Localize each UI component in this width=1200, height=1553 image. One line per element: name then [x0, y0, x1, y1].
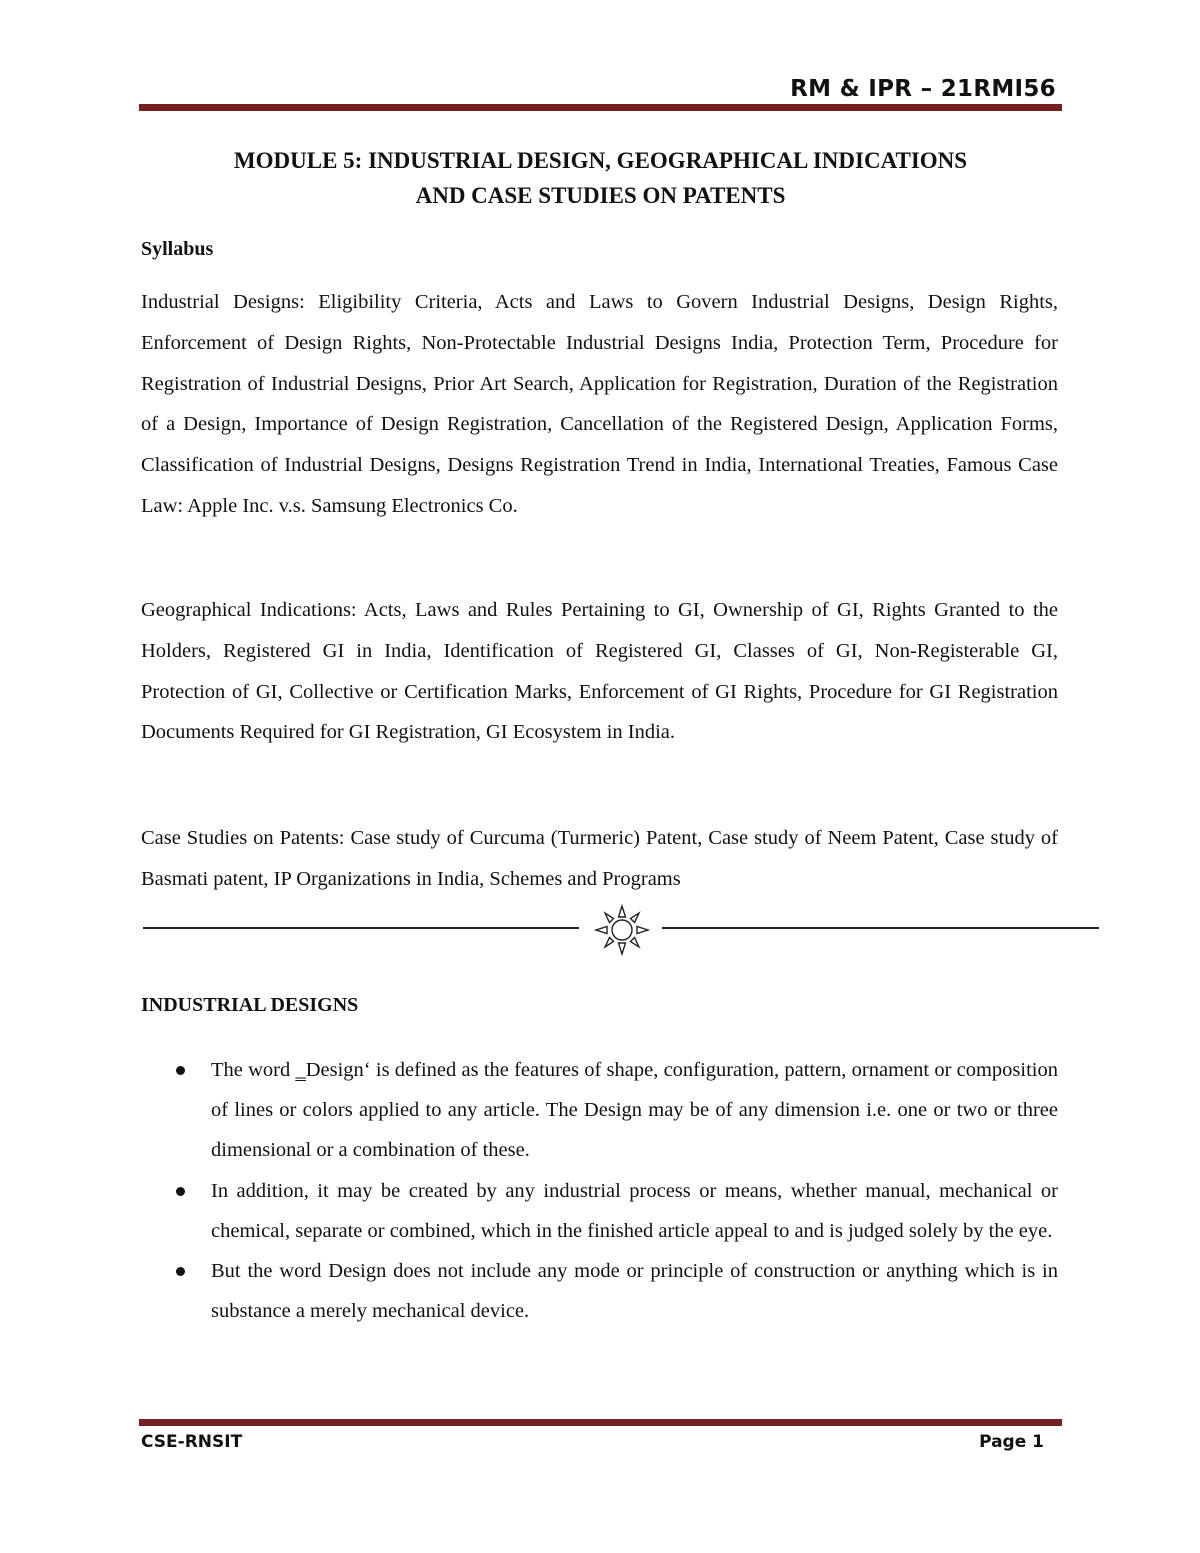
- industrial-designs-list: [141, 1050, 1058, 1331]
- list-item: [141, 1251, 1058, 1331]
- syllabus-industrial-designs: Industrial Designs: Eligibility Criteria, Acts and Laws to Govern Industrial Designs, Design Rights, Enforcement of Design Rights, Non-Protectable Industrial Designs India, Protection Term, Procedure for Registration of Industrial Designs, Prior Art Search, Application for Registration, Duration of the Registration of a Design, Importance of Design Registration, Cancellation of the Registered Design, Application Forms, Classification of Industrial Designs, Designs Registration Trend in India, International Treaties, Famous Case Law: Apple Inc. v.s. Samsung Electronics Co.: [141, 291, 1058, 517]
- list-item-text: In addition, it may be created by any industrial process or means, whether manual, mechanical or chemical, separate or combined, which in the finished article appeal to and is judged solely by the eye.: [211, 1179, 1058, 1242]
- section-divider: [143, 904, 1099, 960]
- footer-rule: [139, 1419, 1062, 1426]
- syllabus-geographical-indications: Geographical Indications: Acts, Laws and Rules Pertaining to GI, Ownership of GI, Rights Granted to the Holders, Registered GI in India, Identification of Registered GI, Classes of GI, Non-Registerable GI, Protection of GI, Collective or Certification Marks, Enforcement of GI Rights, Procedure for GI Registration Documents Required for GI Registration, GI Ecosystem in India.: [141, 599, 1058, 744]
- sun-ornament-icon: [594, 904, 650, 956]
- footer-department: CSE-RNSIT: [141, 1432, 243, 1452]
- divider-line-left: [143, 927, 579, 929]
- bullet-icon: [176, 1066, 185, 1075]
- syllabus-case-studies: Case Studies on Patents: Case study of Curcuma (Turmeric) Patent, Case study of Neem Patent, Case study of Basmati patent, IP Organizations in India, Schemes and Programs: [141, 827, 1058, 890]
- title-line-1: MODULE 5: INDUSTRIAL DESIGN, GEOGRAPHICAL INDICATIONS: [233, 148, 968, 173]
- divider-line-right: [662, 927, 1099, 929]
- page-title: [139, 143, 1062, 213]
- list-item: [141, 1171, 1058, 1251]
- industrial-designs-heading: INDUSTRIAL DESIGNS: [141, 994, 359, 1016]
- bullet-icon: [176, 1187, 185, 1196]
- list-item-text: But the word Design does not include any mode or principle of construction or anything which is in substance a merely mechanical device.: [211, 1260, 1058, 1323]
- syllabus-heading: Syllabus: [141, 238, 214, 260]
- list-item-text: The word ‗Design‘ is defined as the features of shape, configuration, pattern, ornament or composition of lines or colors applied to any article. The Design may be of any dimension i.e. one or two or three dimensional or a combination of these.: [211, 1059, 1058, 1162]
- title-line-2: AND CASE STUDIES ON PATENTS: [415, 183, 786, 208]
- header-rule: [139, 104, 1062, 111]
- list-item: [141, 1050, 1058, 1171]
- running-header: RM & IPR – 21RMI56: [790, 76, 1056, 102]
- bullet-icon: [176, 1267, 185, 1276]
- page-number: Page 1: [979, 1432, 1044, 1452]
